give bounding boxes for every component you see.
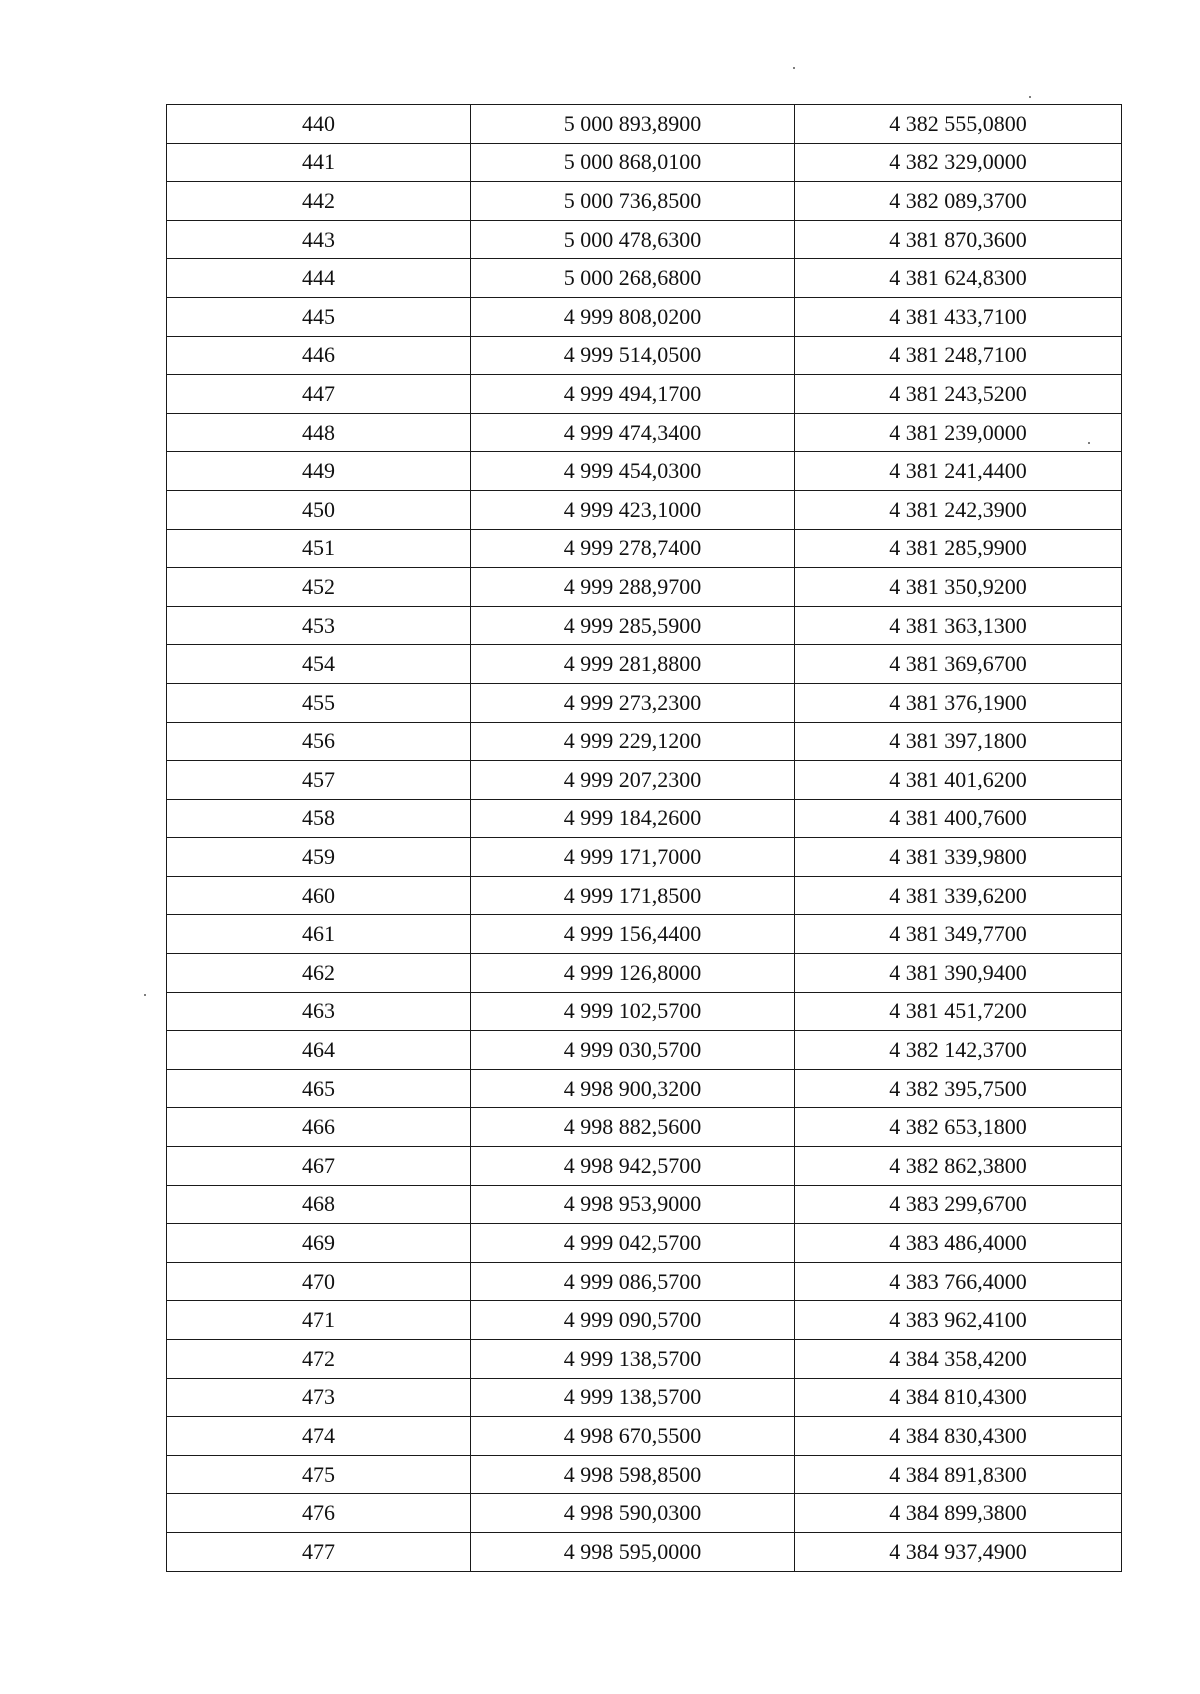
y-coordinate-cell: 4 384 810,4300	[795, 1378, 1122, 1417]
y-coordinate-cell: 4 381 242,3900	[795, 490, 1122, 529]
x-coordinate-cell: 5 000 736,8500	[471, 182, 795, 221]
point-number-cell: 447	[167, 375, 471, 414]
table-row	[167, 722, 1122, 761]
y-coordinate-cell: 4 381 339,9800	[795, 838, 1122, 877]
y-coordinate-cell: 4 381 397,1800	[795, 722, 1122, 761]
point-number-cell: 473	[167, 1378, 471, 1417]
table-row	[167, 375, 1122, 414]
x-coordinate-cell: 4 998 900,3200	[471, 1069, 795, 1108]
x-coordinate-cell: 4 999 474,3400	[471, 413, 795, 452]
point-number-cell: 466	[167, 1108, 471, 1147]
table-row	[167, 452, 1122, 491]
y-coordinate-cell: 4 381 433,7100	[795, 297, 1122, 336]
point-number-cell: 467	[167, 1147, 471, 1186]
point-number-cell: 457	[167, 761, 471, 800]
table-row	[167, 606, 1122, 645]
x-coordinate-cell: 4 998 590,0300	[471, 1494, 795, 1533]
point-number-cell: 441	[167, 143, 471, 182]
table-row	[167, 1262, 1122, 1301]
table-row	[167, 1069, 1122, 1108]
x-coordinate-cell: 4 999 808,0200	[471, 297, 795, 336]
x-coordinate-cell: 4 999 454,0300	[471, 452, 795, 491]
x-coordinate-cell: 5 000 868,0100	[471, 143, 795, 182]
table-row	[167, 490, 1122, 529]
y-coordinate-cell: 4 381 285,9900	[795, 529, 1122, 568]
y-coordinate-cell: 4 383 299,6700	[795, 1185, 1122, 1224]
table-row	[167, 954, 1122, 993]
y-coordinate-cell: 4 381 239,0000	[795, 413, 1122, 452]
y-coordinate-cell: 4 381 401,6200	[795, 761, 1122, 800]
x-coordinate-cell: 4 999 086,5700	[471, 1262, 795, 1301]
point-number-cell: 446	[167, 336, 471, 375]
y-coordinate-cell: 4 381 241,4400	[795, 452, 1122, 491]
x-coordinate-cell: 4 999 030,5700	[471, 1031, 795, 1070]
x-coordinate-cell: 4 999 126,8000	[471, 954, 795, 993]
x-coordinate-cell: 4 999 273,2300	[471, 683, 795, 722]
y-coordinate-cell: 4 381 349,7700	[795, 915, 1122, 954]
point-number-cell: 442	[167, 182, 471, 221]
x-coordinate-cell: 5 000 893,8900	[471, 105, 795, 144]
point-number-cell: 463	[167, 992, 471, 1031]
table-row	[167, 1185, 1122, 1224]
y-coordinate-cell: 4 381 400,7600	[795, 799, 1122, 838]
table-row	[167, 105, 1122, 144]
x-coordinate-cell: 4 999 156,4400	[471, 915, 795, 954]
y-coordinate-cell: 4 384 830,4300	[795, 1417, 1122, 1456]
point-number-cell: 460	[167, 876, 471, 915]
y-coordinate-cell: 4 382 395,7500	[795, 1069, 1122, 1108]
x-coordinate-cell: 4 998 670,5500	[471, 1417, 795, 1456]
point-number-cell: 450	[167, 490, 471, 529]
point-number-cell: 477	[167, 1532, 471, 1571]
y-coordinate-cell: 4 382 862,3800	[795, 1147, 1122, 1186]
table-row	[167, 1147, 1122, 1186]
table-row	[167, 220, 1122, 259]
table-row	[167, 645, 1122, 684]
y-coordinate-cell: 4 383 486,4000	[795, 1224, 1122, 1263]
point-number-cell: 476	[167, 1494, 471, 1533]
table-row	[167, 297, 1122, 336]
x-coordinate-cell: 4 999 285,5900	[471, 606, 795, 645]
point-number-cell: 474	[167, 1417, 471, 1456]
table-row	[167, 683, 1122, 722]
y-coordinate-cell: 4 382 555,0800	[795, 105, 1122, 144]
x-coordinate-cell: 4 999 171,7000	[471, 838, 795, 877]
x-coordinate-cell: 4 998 882,5600	[471, 1108, 795, 1147]
x-coordinate-cell: 4 999 494,1700	[471, 375, 795, 414]
table-row	[167, 1378, 1122, 1417]
point-number-cell: 454	[167, 645, 471, 684]
scan-speck	[793, 67, 795, 69]
point-number-cell: 475	[167, 1455, 471, 1494]
y-coordinate-cell: 4 381 451,7200	[795, 992, 1122, 1031]
table-row	[167, 413, 1122, 452]
table-row	[167, 1031, 1122, 1070]
x-coordinate-cell: 4 999 138,5700	[471, 1340, 795, 1379]
point-number-cell: 456	[167, 722, 471, 761]
point-number-cell: 468	[167, 1185, 471, 1224]
point-number-cell: 465	[167, 1069, 471, 1108]
coordinates-table	[166, 104, 1122, 1572]
y-coordinate-cell: 4 382 142,3700	[795, 1031, 1122, 1070]
point-number-cell: 470	[167, 1262, 471, 1301]
table-row	[167, 799, 1122, 838]
point-number-cell: 451	[167, 529, 471, 568]
table-row	[167, 876, 1122, 915]
x-coordinate-cell: 4 998 595,0000	[471, 1532, 795, 1571]
table-row	[167, 182, 1122, 221]
x-coordinate-cell: 4 999 171,8500	[471, 876, 795, 915]
y-coordinate-cell: 4 381 248,7100	[795, 336, 1122, 375]
x-coordinate-cell: 4 999 090,5700	[471, 1301, 795, 1340]
table-row	[167, 1301, 1122, 1340]
y-coordinate-cell: 4 384 358,4200	[795, 1340, 1122, 1379]
point-number-cell: 444	[167, 259, 471, 298]
table-row	[167, 915, 1122, 954]
table-row	[167, 1494, 1122, 1533]
scan-speck	[1029, 96, 1031, 98]
point-number-cell: 443	[167, 220, 471, 259]
table-row	[167, 992, 1122, 1031]
point-number-cell: 469	[167, 1224, 471, 1263]
y-coordinate-cell: 4 381 350,9200	[795, 568, 1122, 607]
x-coordinate-cell: 4 998 953,9000	[471, 1185, 795, 1224]
point-number-cell: 445	[167, 297, 471, 336]
y-coordinate-cell: 4 381 390,9400	[795, 954, 1122, 993]
table-row	[167, 1532, 1122, 1571]
point-number-cell: 452	[167, 568, 471, 607]
y-coordinate-cell: 4 381 369,6700	[795, 645, 1122, 684]
point-number-cell: 459	[167, 838, 471, 877]
y-coordinate-cell: 4 382 329,0000	[795, 143, 1122, 182]
point-number-cell: 471	[167, 1301, 471, 1340]
x-coordinate-cell: 4 999 042,5700	[471, 1224, 795, 1263]
point-number-cell: 462	[167, 954, 471, 993]
y-coordinate-cell: 4 383 962,4100	[795, 1301, 1122, 1340]
table-row	[167, 1224, 1122, 1263]
x-coordinate-cell: 4 998 598,8500	[471, 1455, 795, 1494]
table-row	[167, 761, 1122, 800]
y-coordinate-cell: 4 384 937,4900	[795, 1532, 1122, 1571]
y-coordinate-cell: 4 381 243,5200	[795, 375, 1122, 414]
point-number-cell: 449	[167, 452, 471, 491]
table-row	[167, 838, 1122, 877]
y-coordinate-cell: 4 381 376,1900	[795, 683, 1122, 722]
x-coordinate-cell: 4 999 278,7400	[471, 529, 795, 568]
table-row	[167, 1455, 1122, 1494]
y-coordinate-cell: 4 384 891,8300	[795, 1455, 1122, 1494]
y-coordinate-cell: 4 381 363,1300	[795, 606, 1122, 645]
table-row	[167, 259, 1122, 298]
x-coordinate-cell: 4 998 942,5700	[471, 1147, 795, 1186]
x-coordinate-cell: 4 999 207,2300	[471, 761, 795, 800]
point-number-cell: 458	[167, 799, 471, 838]
x-coordinate-cell: 4 999 423,1000	[471, 490, 795, 529]
x-coordinate-cell: 4 999 138,5700	[471, 1378, 795, 1417]
table-row	[167, 336, 1122, 375]
scan-speck	[144, 994, 146, 996]
point-number-cell: 461	[167, 915, 471, 954]
point-number-cell: 455	[167, 683, 471, 722]
y-coordinate-cell: 4 382 653,1800	[795, 1108, 1122, 1147]
y-coordinate-cell: 4 383 766,4000	[795, 1262, 1122, 1301]
y-coordinate-cell: 4 384 899,3800	[795, 1494, 1122, 1533]
coordinates-table-body	[167, 105, 1122, 1572]
point-number-cell: 440	[167, 105, 471, 144]
point-number-cell: 464	[167, 1031, 471, 1070]
x-coordinate-cell: 4 999 514,0500	[471, 336, 795, 375]
table-row	[167, 1340, 1122, 1379]
x-coordinate-cell: 4 999 229,1200	[471, 722, 795, 761]
table-row	[167, 529, 1122, 568]
table-row	[167, 143, 1122, 182]
table-row	[167, 1417, 1122, 1456]
y-coordinate-cell: 4 381 339,6200	[795, 876, 1122, 915]
point-number-cell: 448	[167, 413, 471, 452]
x-coordinate-cell: 4 999 288,9700	[471, 568, 795, 607]
x-coordinate-cell: 4 999 281,8800	[471, 645, 795, 684]
x-coordinate-cell: 4 999 102,5700	[471, 992, 795, 1031]
point-number-cell: 453	[167, 606, 471, 645]
y-coordinate-cell: 4 381 624,8300	[795, 259, 1122, 298]
y-coordinate-cell: 4 382 089,3700	[795, 182, 1122, 221]
x-coordinate-cell: 5 000 268,6800	[471, 259, 795, 298]
point-number-cell: 472	[167, 1340, 471, 1379]
table-row	[167, 1108, 1122, 1147]
x-coordinate-cell: 4 999 184,2600	[471, 799, 795, 838]
table-row	[167, 568, 1122, 607]
x-coordinate-cell: 5 000 478,6300	[471, 220, 795, 259]
y-coordinate-cell: 4 381 870,3600	[795, 220, 1122, 259]
